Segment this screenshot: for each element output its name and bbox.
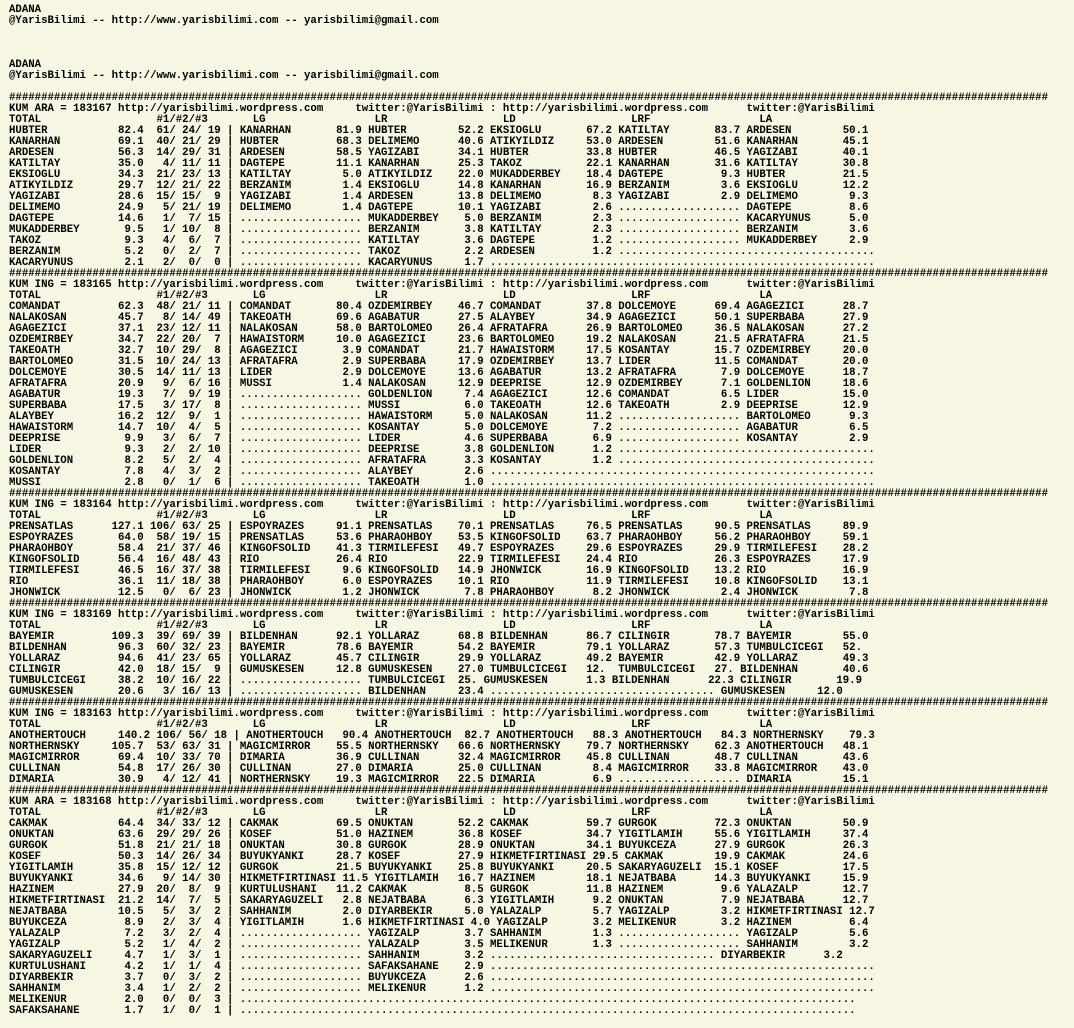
- report-line: ATIKYILDIZ 29.7 12/ 21/ 22 | BERZANIM 1.4 EKSIOGLU 14.8 KANARHAN 16.9 BERZANIM 3.6 EKSIOGLU 12.2: [9, 180, 869, 192]
- report-line: CAKMAK 64.4 34/ 33/ 12 | CAKMAK 69.5 ONUKTAN 52.2 CAKMAK 59.7 GURGOK 72.3 ONUKTAN 50.9: [9, 818, 869, 830]
- report-line: OZDEMIRBEY 34.7 22/ 20/ 7 | HAWAISTORM 10.0 AGAGEZICI 23.6 BARTOLOMEO 19.2 NALAKOSAN 21.5 AFRATAFRA 21.5: [9, 334, 869, 346]
- race-header: KUM ING = 183165 http://yarisbilimi.wordpress.com twitter:@YarisBilimi : http://yarisbilimi.wordpress.com twitter:@YarisBilimi: [9, 279, 875, 291]
- report-line: DIYARBEKIR 3.7 0/ 3/ 2 | ................... BUYUKCEZA 2.6 ............................................................: [9, 972, 875, 984]
- report-line: TOTAL #1/#2/#3 LG LR LD LRF LA: [9, 620, 773, 632]
- report-line: ARDESEN 56.3 14/ 29/ 31 | ARDESEN 58.5 YAGIZABI 34.1 HUBTER 33.8 HUBTER 46.5 YAGIZABI 40.1: [9, 147, 869, 159]
- race-header: KUM ARA = 183167 http://yarisbilimi.wordpress.com twitter:@YarisBilimi : http://yarisbilimi.wordpress.com twitter:@YarisBilimi: [9, 103, 875, 115]
- report-line: PRENSATLAS 127.1 106/ 63/ 25 | ESPOYRAZES 91.1 PRENSATLAS 70.1 PRENSATLAS 76.5 PRENSATLAS 90.5 PRENSATLAS 89.9: [9, 521, 869, 533]
- report-line: [9, 27, 1048, 38]
- report-line: SAKARYAGUZELI 4.7 1/ 3/ 1 | ................... SAHHANIM 3.2 ................................... DIYARBEKIR 3.2: [9, 950, 843, 962]
- report-line: EKSIOGLU 34.3 21/ 23/ 13 | KATILTAY 5.0 ATIKYILDIZ 22.0 MUKADDERBEY 18.4 DAGTEPE 9.3 HUBTER 21.5: [9, 169, 869, 181]
- section-divider: ##################################################################################################################################################################: [9, 785, 1048, 797]
- report-line: GURGOK 51.8 21/ 21/ 18 | ONUKTAN 30.8 GURGOK 28.9 ONUKTAN 34.1 BUYUKCEZA 27.9 GURGOK 26.3: [9, 840, 869, 852]
- race-header: KUM ING = 183163 http://yarisbilimi.wordpress.com twitter:@YarisBilimi : http://yarisbilimi.wordpress.com twitter:@YarisBilimi: [9, 708, 875, 720]
- report-line: DELIMEMO 24.9 5/ 21/ 19 | DELIMEMO 1.4 DAGTEPE 10.1 YAGIZABI 2.6 ................... DAGTEPE 8.6: [9, 202, 869, 214]
- report-line: GUMUSKESEN 20.6 3/ 16/ 13 | ................... BILDENHAN 23.4 ................................... GUMUSKESEN 12.0: [9, 686, 843, 698]
- report-line: SUPERBABA 17.5 3/ 17/ 8 | ................... MUSSI 6.0 TAKEOATH 12.6 TAKEOATH 2.9 DEEPRISE 12.9: [9, 400, 869, 412]
- report-line: HAZINEM 27.9 20/ 8/ 9 | KURTULUSHANI 11.2 CAKMAK 8.5 GURGOK 11.8 HAZINEM 9.6 YALAZALP 12.7: [9, 884, 869, 896]
- report-line: KINGOFSOLID 56.4 16/ 48/ 43 | RIO 26.4 RIO 22.9 TIRMILEFESI 24.4 RIO 26.3 ESPOYRAZES 17.9: [9, 554, 869, 566]
- report-line: YALAZALP 7.2 3/ 2/ 4 | ................... YAGIZALP 3.7 SAHHANIM 1.3 ................... YAGIZALP 5.6: [9, 928, 869, 940]
- report-line: GOLDENLION 8.2 5/ 2/ 4 | ................... AFRATAFRA 3.3 KOSANTAY 1.2 ........................................: [9, 455, 875, 467]
- report-line: TIRMILEFESI 46.5 16/ 37/ 38 | TIRMILEFESI 9.6 KINGOFSOLID 14.9 JHONWICK 16.9 KINGOFSOLID 13.2 RIO 16.9: [9, 565, 869, 577]
- report-line: COMANDAT 62.3 48/ 21/ 11 | COMANDAT 80.4 OZDEMIRBEY 46.7 COMANDAT 37.8 DOLCEMOYE 69.4 AGAGEZICI 28.7: [9, 301, 869, 313]
- report-line: [9, 49, 1048, 60]
- report-line: AFRATAFRA 20.9 9/ 6/ 16 | MUSSI 1.4 NALAKOSAN 12.9 DEEPRISE 12.9 OZDEMIRBEY 7.1 GOLDENLION 18.6: [9, 378, 869, 390]
- report-line: BAYEMIR 109.3 39/ 69/ 39 | BILDENHAN 92.1 YOLLARAZ 68.8 BILDENHAN 86.7 CILINGIR 78.7 BAYEMIR 55.0: [9, 631, 869, 643]
- report-line: AGAGEZICI 37.1 23/ 12/ 11 | NALAKOSAN 58.0 BARTOLOMEO 26.4 AFRATAFRA 26.9 BARTOLOMEO 36.5 NALAKOSAN 27.2: [9, 323, 869, 335]
- report-line: KATILTAY 35.0 4/ 11/ 11 | DAGTEPE 11.1 KANARHAN 25.3 TAKOZ 22.1 KANARHAN 31.6 KATILTAY 30.8: [9, 158, 869, 170]
- report-line: NEJATBABA 10.5 5/ 3/ 2 | SAHHANIM 2.0 DIYARBEKIR 5.0 YALAZALP 5.7 YAGIZALP 3.2 HIKMETFIRTINASI 12.7: [9, 906, 875, 918]
- report-line: DOLCEMOYE 30.5 14/ 11/ 13 | LIDER 2.9 DOLCEMOYE 13.6 AGABATUR 13.2 AFRATAFRA 7.9 DOLCEMOYE 18.7: [9, 367, 869, 379]
- report-line: TAKOZ 9.3 4/ 6/ 7 | ................... KATILTAY 3.6 DAGTEPE 1.2 ................... MUKADDERBEY 2.9: [9, 235, 869, 247]
- report-line: CILINGIR 42.0 18/ 15/ 9 | GUMUSKESEN 12.8 GUMUSKESEN 27.0 TUMBULCICEGI 12. TUMBULCICEGI 27. BILDENHAN 40.6: [9, 664, 869, 676]
- report-line: LIDER 9.3 2/ 2/ 10 | ................... DEEPRISE 3.8 GOLDENLION 1.2 ........................................: [9, 444, 875, 456]
- report-line: NORTHERNSKY 105.7 53/ 63/ 31 | MAGICMIRROR 55.5 NORTHERNSKY 66.6 NORTHERNSKY 79.7 NORTHERNSKY 62.3 ANOTHERTOUCH 48.1: [9, 741, 869, 753]
- report-line: TAKEOATH 32.7 10/ 29/ 8 | AGAGEZICI 3.9 COMANDAT 21.7 HAWAISTORM 17.5 KOSANTAY 15.7 OZDEMIRBEY 20.0: [9, 345, 869, 357]
- report-line: JHONWICK 12.5 0/ 6/ 23 | JHONWICK 1.2 JHONWICK 7.8 PHARAOHBOY 8.2 JHONWICK 2.4 JHONWICK 7.8: [9, 587, 869, 599]
- report-line: TOTAL #1/#2/#3 LG LR LD LRF LA: [9, 719, 773, 731]
- report-line: KANARHAN 69.1 40/ 21/ 29 | HUBTER 68.3 DELIMEMO 40.6 ATIKYILDIZ 53.0 ARDESEN 51.6 KANARHAN 45.1: [9, 136, 869, 148]
- report-line: ADANA: [9, 4, 42, 16]
- race-report: [9, 5, 1048, 1017]
- report-line: BUYUKYANKI 34.6 9/ 14/ 30 | HIKMETFIRTINASI 11.5 YIGITLAMIH 16.7 HAZINEM 18.1 NEJATBABA 14.3 BUYUKYANKI 15.9: [9, 873, 869, 885]
- report-line: SAFAKSAHANE 1.7 1/ 0/ 1 | ................................................................................................: [9, 1005, 856, 1017]
- report-line: DIMARIA 30.9 4/ 12/ 41 | NORTHERNSKY 19.3 MAGICMIRROR 22.5 DIMARIA 6.9 ................... DIMARIA 15.1: [9, 774, 869, 786]
- report-line: BILDENHAN 96.3 60/ 32/ 23 | BAYEMIR 78.6 BAYEMIR 54.2 BAYEMIR 79.1 YOLLARAZ 57.3 TUMBULCICEGI 52.: [9, 642, 863, 654]
- report-line: TOTAL #1/#2/#3 LG LR LD LRF LA: [9, 290, 773, 302]
- report-line: MAGICMIRROR 69.4 10/ 33/ 70 | DIMARIA 36.9 CULLINAN 32.4 MAGICMIRROR 45.8 CULLINAN 48.7 CULLINAN 43.6: [9, 752, 869, 764]
- report-line: [9, 38, 1048, 49]
- report-line: ANOTHERTOUCH 140.2 106/ 56/ 18 | ANOTHERTOUCH 90.4 ANOTHERTOUCH 82.7 ANOTHERTOUCH 88.3 ANOTHERTOUCH 84.3 NORTHERNSKY 79.3: [9, 730, 875, 742]
- section-divider: ##################################################################################################################################################################: [9, 598, 1048, 610]
- report-line: @YarisBilimi -- http://www.yarisbilimi.com -- yarisbilimi@gmail.com: [9, 15, 439, 27]
- report-line: CULLINAN 54.8 17/ 26/ 30 | CULLINAN 27.0 DIMARIA 25.0 CULLINAN 8.4 MAGICMIRROR 33.8 MAGICMIRROR 43.0: [9, 763, 869, 775]
- report-line: DAGTEPE 14.6 1/ 7/ 15 | ................... MUKADDERBEY 5.0 BERZANIM 2.3 ................... KACARYUNUS 5.0: [9, 213, 869, 225]
- race-header: KUM ARA = 183168 http://yarisbilimi.wordpress.com twitter:@YarisBilimi : http://yarisbilimi.wordpress.com twitter:@YarisBilimi: [9, 796, 875, 808]
- report-line: KOSANTAY 7.8 4/ 3/ 2 | ................... ALAYBEY 2.6 ............................................................: [9, 466, 875, 478]
- report-line: BERZANIM 5.2 0/ 2/ 7 | ................... TAKOZ 2.2 ARDESEN 1.2 ........................................: [9, 246, 875, 258]
- report-line: RIO 36.1 11/ 18/ 38 | PHARAOHBOY 6.0 ESPOYRAZES 10.1 RIO 11.9 TIRMILEFESI 10.8 KINGOFSOLID 13.1: [9, 576, 869, 588]
- section-divider: ##################################################################################################################################################################: [9, 488, 1048, 500]
- report-line: MELIKENUR 2.0 0/ 0/ 3 | ................................................................................................: [9, 994, 856, 1006]
- report-line: TOTAL #1/#2/#3 LG LR LD LRF LA: [9, 510, 773, 522]
- report-line: ALAYBEY 16.2 12/ 9/ 1 | ................... HAWAISTORM 5.0 NALAKOSAN 11.2 ................... BARTOLOMEO 9.3: [9, 411, 869, 423]
- report-line: DEEPRISE 9.9 3/ 6/ 7 | ................... LIDER 4.6 SUPERBABA 6.9 ................... KOSANTAY 2.9: [9, 433, 869, 445]
- report-line: PHARAOHBOY 58.4 21/ 37/ 46 | KINGOFSOLID 41.3 TIRMILEFESI 49.7 ESPOYRAZES 29.6 ESPOYRAZES 29.9 TIRMILEFESI 28.2: [9, 543, 869, 555]
- report-line: YOLLARAZ 94.6 41/ 23/ 65 | YOLLARAZ 45.7 CILINGIR 29.9 YOLLARAZ 49.2 BAYEMIR 42.9 YOLLARAZ 49.3: [9, 653, 869, 665]
- section-divider: ##################################################################################################################################################################: [9, 697, 1048, 709]
- section-divider: ##################################################################################################################################################################: [9, 268, 1048, 280]
- report-line: HIKMETFIRTINASI 21.2 14/ 7/ 5 | SAKARYAGUZELI 2.8 NEJATBABA 6.3 YIGITLAMIH 9.2 ONUKTAN 7.9 NEJATBABA 12.7: [9, 895, 869, 907]
- report-line: YAGIZABI 28.6 15/ 15/ 9 | YAGIZABI 1.4 ARDESEN 13.8 DELIMEMO 8.3 YAGIZABI 2.9 DELIMEMO 9.3: [9, 191, 869, 203]
- report-line: TOTAL #1/#2/#3 LG LR LD LRF LA: [9, 114, 773, 126]
- report-line: YIGITLAMIH 35.8 15/ 12/ 12 | GURGOK 21.5 BUYUKYANKI 25.8 BUYUKYANKI 20.5 SAKARYAGUZELI 15.1 KOSEF 17.5: [9, 862, 869, 874]
- race-header: KUM ING = 183169 http://yarisbilimi.wordpress.com twitter:@YarisBilimi : http://yarisbilimi.wordpress.com twitter:@YarisBilimi: [9, 609, 875, 621]
- section-divider: ##################################################################################################################################################################: [9, 92, 1048, 104]
- report-line: TOTAL #1/#2/#3 LG LR LD LRF LA: [9, 807, 773, 819]
- report-line: MUSSI 2.8 0/ 1/ 6 | ................... TAKEOATH 1.0 ............................................................: [9, 477, 875, 489]
- report-line: KURTULUSHANI 4.2 1/ 1/ 4 | ................... SAFAKSAHANE 2.9 ............................................................: [9, 961, 875, 973]
- report-line: YAGIZALP 5.2 1/ 4/ 2 | ................... YALAZALP 3.5 MELIKENUR 1.3 ................... SAHHANIM 3.2: [9, 939, 869, 951]
- report-line: TUMBULCICEGI 38.2 10/ 16/ 22 | ................... TUMBULCICEGI 25. GUMUSKESEN 1.3 BILDENHAN 22.3 CILINGIR 19.9: [9, 675, 863, 687]
- report-line: BARTOLOMEO 31.5 10/ 24/ 13 | AFRATAFRA 2.9 SUPERBABA 17.9 OZDEMIRBEY 13.7 LIDER 11.5 COMANDAT 20.0: [9, 356, 869, 368]
- report-line: KACARYUNUS 2.1 2/ 0/ 0 | ................... KACARYUNUS 1.7 ............................................................: [9, 257, 875, 269]
- report-line: @YarisBilimi -- http://www.yarisbilimi.com -- yarisbilimi@gmail.com: [9, 70, 439, 82]
- report-line: SAHHANIM 3.4 1/ 2/ 2 | ................... MELIKENUR 1.2 ............................................................: [9, 983, 875, 995]
- report-line: MUKADDERBEY 9.5 1/ 10/ 8 | ................... BERZANIM 3.8 KATILTAY 2.3 ................... BERZANIM 3.6: [9, 224, 869, 236]
- report-line: ONUKTAN 63.6 29/ 29/ 26 | KOSEF 51.0 HAZINEM 36.8 KOSEF 34.7 YIGITLAMIH 55.6 YIGITLAMIH 37.4: [9, 829, 869, 841]
- report-line: HUBTER 82.4 61/ 24/ 19 | KANARHAN 81.9 HUBTER 52.2 EKSIOGLU 67.2 KATILTAY 83.7 ARDESEN 50.1: [9, 125, 869, 137]
- report-line: AGABATUR 19.3 7/ 9/ 19 | ................... GOLDENLION 7.4 AGAGEZICI 12.6 COMANDAT 6.5 LIDER 15.0: [9, 389, 869, 401]
- report-line: NALAKOSAN 45.7 8/ 14/ 49 | TAKEOATH 69.6 AGABATUR 27.5 ALAYBEY 34.9 AGAGEZICI 50.1 SUPERBABA 27.9: [9, 312, 869, 324]
- report-line: KOSEF 50.3 14/ 26/ 34 | BUYUKYANKI 28.7 KOSEF 27.9 HIKMETFIRTINASI 29.5 CAKMAK 19.9 CAKMAK 24.6: [9, 851, 869, 863]
- report-line: BUYUKCEZA 8.9 2/ 3/ 4 | YIGITLAMIH 1.6 HIKMETFIRTINASI 4.0 YAGIZALP 3.2 MELIKENUR 3.2 HAZINEM 6.4: [9, 917, 869, 929]
- report-line: ESPOYRAZES 64.0 58/ 19/ 15 | PRENSATLAS 53.6 PHARAOHBOY 53.5 KINGOFSOLID 63.7 PHARAOHBOY 56.2 PHARAOHBOY 59.1: [9, 532, 869, 544]
- race-header: KUM ING = 183164 http://yarisbilimi.wordpress.com twitter:@YarisBilimi : http://yarisbilimi.wordpress.com twitter:@YarisBilimi: [9, 499, 875, 511]
- report-line: ADANA: [9, 59, 42, 71]
- report-line: HAWAISTORM 14.7 10/ 4/ 5 | ................... KOSANTAY 5.0 DOLCEMOYE 7.2 ................... AGABATUR 6.5: [9, 422, 869, 434]
